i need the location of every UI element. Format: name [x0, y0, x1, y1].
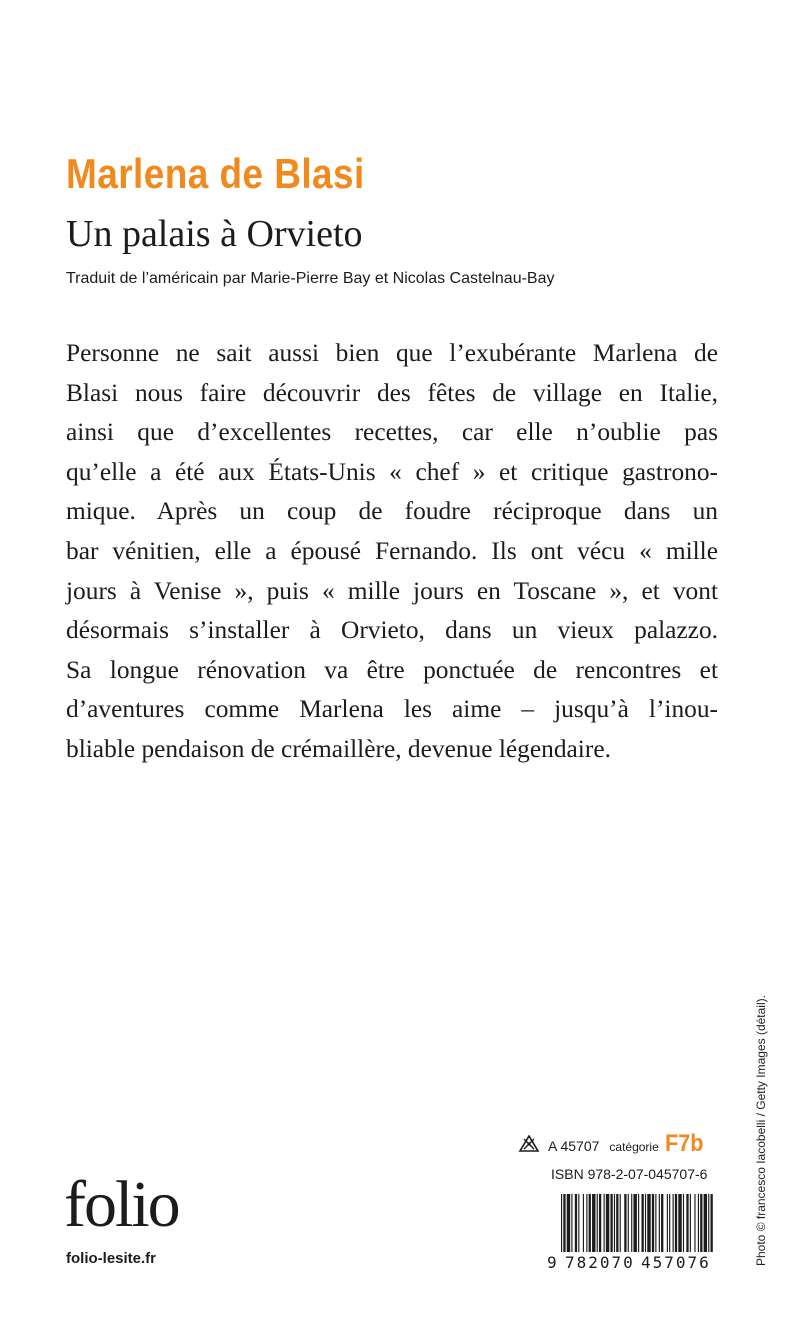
barcode-bar [642, 1194, 644, 1252]
book-title: Un palais à Orvieto [66, 213, 363, 255]
barcode-bar [575, 1194, 577, 1252]
barcode-bar [589, 1194, 591, 1252]
barcode-bar [631, 1194, 632, 1252]
barcode-bars [561, 1194, 713, 1252]
category-code: F7b [664, 1130, 704, 1157]
barcode-bar [620, 1194, 621, 1252]
barcode-bar [597, 1194, 598, 1252]
gallimard-logo-icon [518, 1135, 540, 1153]
blurb-line: Sa longue rénovation va être ponctuée de rencontres et [66, 655, 718, 684]
blurb-line: jours à Venise », puis « mille jours en Toscane », et vont [66, 576, 718, 605]
blurb-line: bliable pendaison de crémaillère, devenue légendaire. [66, 734, 611, 763]
barcode-bar [571, 1194, 572, 1252]
publisher-site[interactable]: folio-lesite.fr [66, 1250, 157, 1267]
barcode-bar [698, 1194, 699, 1252]
barcode-bar [683, 1194, 684, 1252]
blurb-line: bar vénitien, elle a épousé Fernando. Ils ont vécu « mille [66, 536, 718, 565]
barcode-bar [700, 1194, 702, 1252]
barcode-bar [647, 1194, 650, 1252]
blurb-line: d’aventures comme Marlena les aime – jusqu’à l’inou- [66, 695, 718, 724]
barcode-bar [704, 1194, 707, 1252]
barcode-bar [690, 1194, 691, 1252]
blurb-line: Personne ne sait aussi bien que l’exubérante Marlena de [66, 339, 718, 367]
barcode-bar [578, 1194, 579, 1252]
barcode-bar [711, 1194, 713, 1252]
barcode-bar [645, 1194, 646, 1252]
barcode [545, 1194, 717, 1272]
author-name: Marlena de Blasi [66, 150, 365, 197]
blurb-line: ainsi que d’excellentes recettes, car elle n’oublie pas [66, 418, 718, 447]
barcode-bar [638, 1194, 639, 1252]
catalog-line [518, 1130, 707, 1158]
barcode-bar [583, 1194, 584, 1252]
barcode-bar [563, 1194, 565, 1252]
catalog-code: A 45707 [548, 1138, 600, 1154]
category-label: catégorie [609, 1140, 659, 1154]
barcode-bar [678, 1194, 681, 1252]
blurb-line: mique. Après un coup de foudre réciproque dans un [66, 497, 718, 526]
barcode-bar [652, 1194, 654, 1252]
barcode-bar [567, 1194, 570, 1252]
barcode-bar [633, 1194, 636, 1252]
barcode-bar [561, 1194, 562, 1252]
barcode-bar [624, 1194, 626, 1252]
barcode-bar [708, 1194, 709, 1252]
barcode-bar [599, 1194, 601, 1252]
blurb-line: désormais s’installer à Orvieto, dans un vieux palazzo. [66, 616, 718, 645]
barcode-digits-right: 457076 [641, 1253, 711, 1272]
barcode-bar [655, 1194, 656, 1252]
barcode-bar [667, 1194, 668, 1252]
barcode-bar [616, 1194, 618, 1252]
photo-credit: Photo © francesco Iacobelli / Getty Images (détail). [754, 995, 768, 1266]
barcode-bar [673, 1194, 674, 1252]
barcode-bar [614, 1194, 615, 1252]
barcode-bar [606, 1194, 609, 1252]
barcode-digit-first: 9 [547, 1253, 557, 1272]
barcode-bar [586, 1194, 587, 1252]
blurb-line: Blasi nous faire découvrir des fêtes de village en Italie, [66, 378, 718, 407]
barcode-bar [661, 1194, 663, 1252]
barcode-bar [669, 1194, 670, 1252]
barcode-bar [592, 1194, 595, 1252]
barcode-bar [604, 1194, 605, 1252]
barcode-bar [686, 1194, 688, 1252]
publisher-brand: folio [64, 1168, 179, 1241]
barcode-bar [628, 1194, 629, 1252]
barcode-bar [694, 1194, 695, 1252]
barcode-bar [659, 1194, 660, 1252]
barcode-bar [675, 1194, 677, 1252]
blurb-line: qu’elle a été aux États-Unis « chef » et critique gastrono- [66, 457, 718, 486]
barcode-bar [610, 1194, 612, 1252]
blurb [66, 334, 718, 770]
isbn: ISBN 978-2-07-045707-6 [551, 1166, 708, 1182]
translator-credit: Traduit de l’américain par Marie-Pierre Bay et Nicolas Castelnau-Bay [66, 270, 555, 287]
barcode-digits-left: 782070 [565, 1253, 635, 1272]
